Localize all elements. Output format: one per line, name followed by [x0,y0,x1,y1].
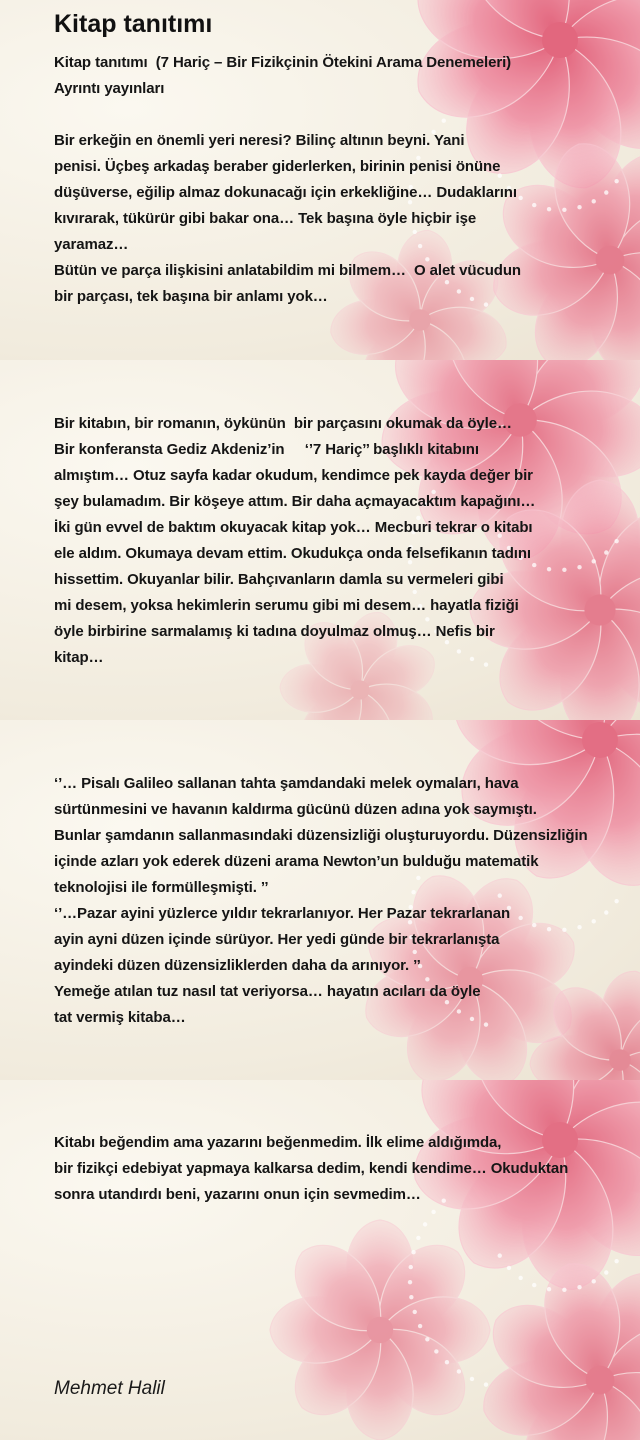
poem-title: Kitap tanıtımı [54,10,213,38]
poem-stanza-3: ‘’… Pisalı Galileo sallanan tahta şamdandaki melek oymaları, hava sürtünmesini ve havanın kaldırma gücünü düzen adına yok saymıştı. Bunlar şamdanın sallanmasındaki düzensizliği oluşturuyordu. Düzensizliğin içinde azları yok ederek düzeni arama Newton’un bulduğu matematik teknolojisi ile formülleşmişti. ’’ ‘’…Pazar ayini yüzlerce yıldır tekrarlanıyor. Her Pazar tekrarlanan ayin ayni düzen içinde sürüyor. Her yedi günde bir tekrarlanışta ayindeki düzen düzensizliklerden daha da arınıyor. ’’ Yemeğe atılan tuz nasıl tat veriyorsa… hayatın acıları da öyle tat vermiş kitaba… [54,775,588,1026]
poem-stanza-2: Bir kitabın, bir romanın, öykünün bir parçasını okumak da öyle… Bir konferansta Gediz Akdeniz’in ‘’7 Hariç’’ başlıklı kitabını almıştım… Otuz sayfa kadar okudum, kendimce pek kayda değer bir şey bulamadım. Bir köşeye attım. Bir daha açmayacaktım kapağını… İki gün evvel de baktım okuyacak kitap yok… Mecburi tekrar o kitabı ele aldım. Okumaya devam ettim. Okudukça onda felsefikanın tadını hissettim. Okuyanlar bilir. Bahçıvanların damla su vermeleri gibi mi desem, yoksa hekimlerin serumu gibi mi desem… hayatla fiziği öyle birbirine sarmalamış ki tadına doyulmaz olmuş… Nefis bir kitap… [54,415,536,666]
author-name: Mehmet Halil [54,1378,165,1399]
poem-stanza-1: Kitap tanıtımı (7 Hariç – Bir Fizikçinin Ötekini Arama Denemeleri) Ayrıntı yayınları Bir erkeğin en önemli yeri neresi? Bilinç altının beyni. Yani penisi. Üçbeş arkadaş beraber giderlerken, birinin penisi önüne düşüverse, eğilip almaz dokunacağı için erkekliğine… Dudaklarını kıvırarak, tükürür gibi bakar ona… Tek başına öyle hiçbir işe yaramaz… Bütün ve parça ilişkisini anlatabildim mi bilmem… O alet vücudun bir parçası, tek başına bir anlamı yok… [54,54,521,305]
poem-stanza-4: Kitabı beğendim ama yazarını beğenmedim. İlk elime aldığımda, bir fizikçi edebiyat yapmaya kalkarsa dedim, kendi kendime… Okuduktan sonra utandırdı beni, yazarını onun için sevmedim… [54,1134,569,1203]
